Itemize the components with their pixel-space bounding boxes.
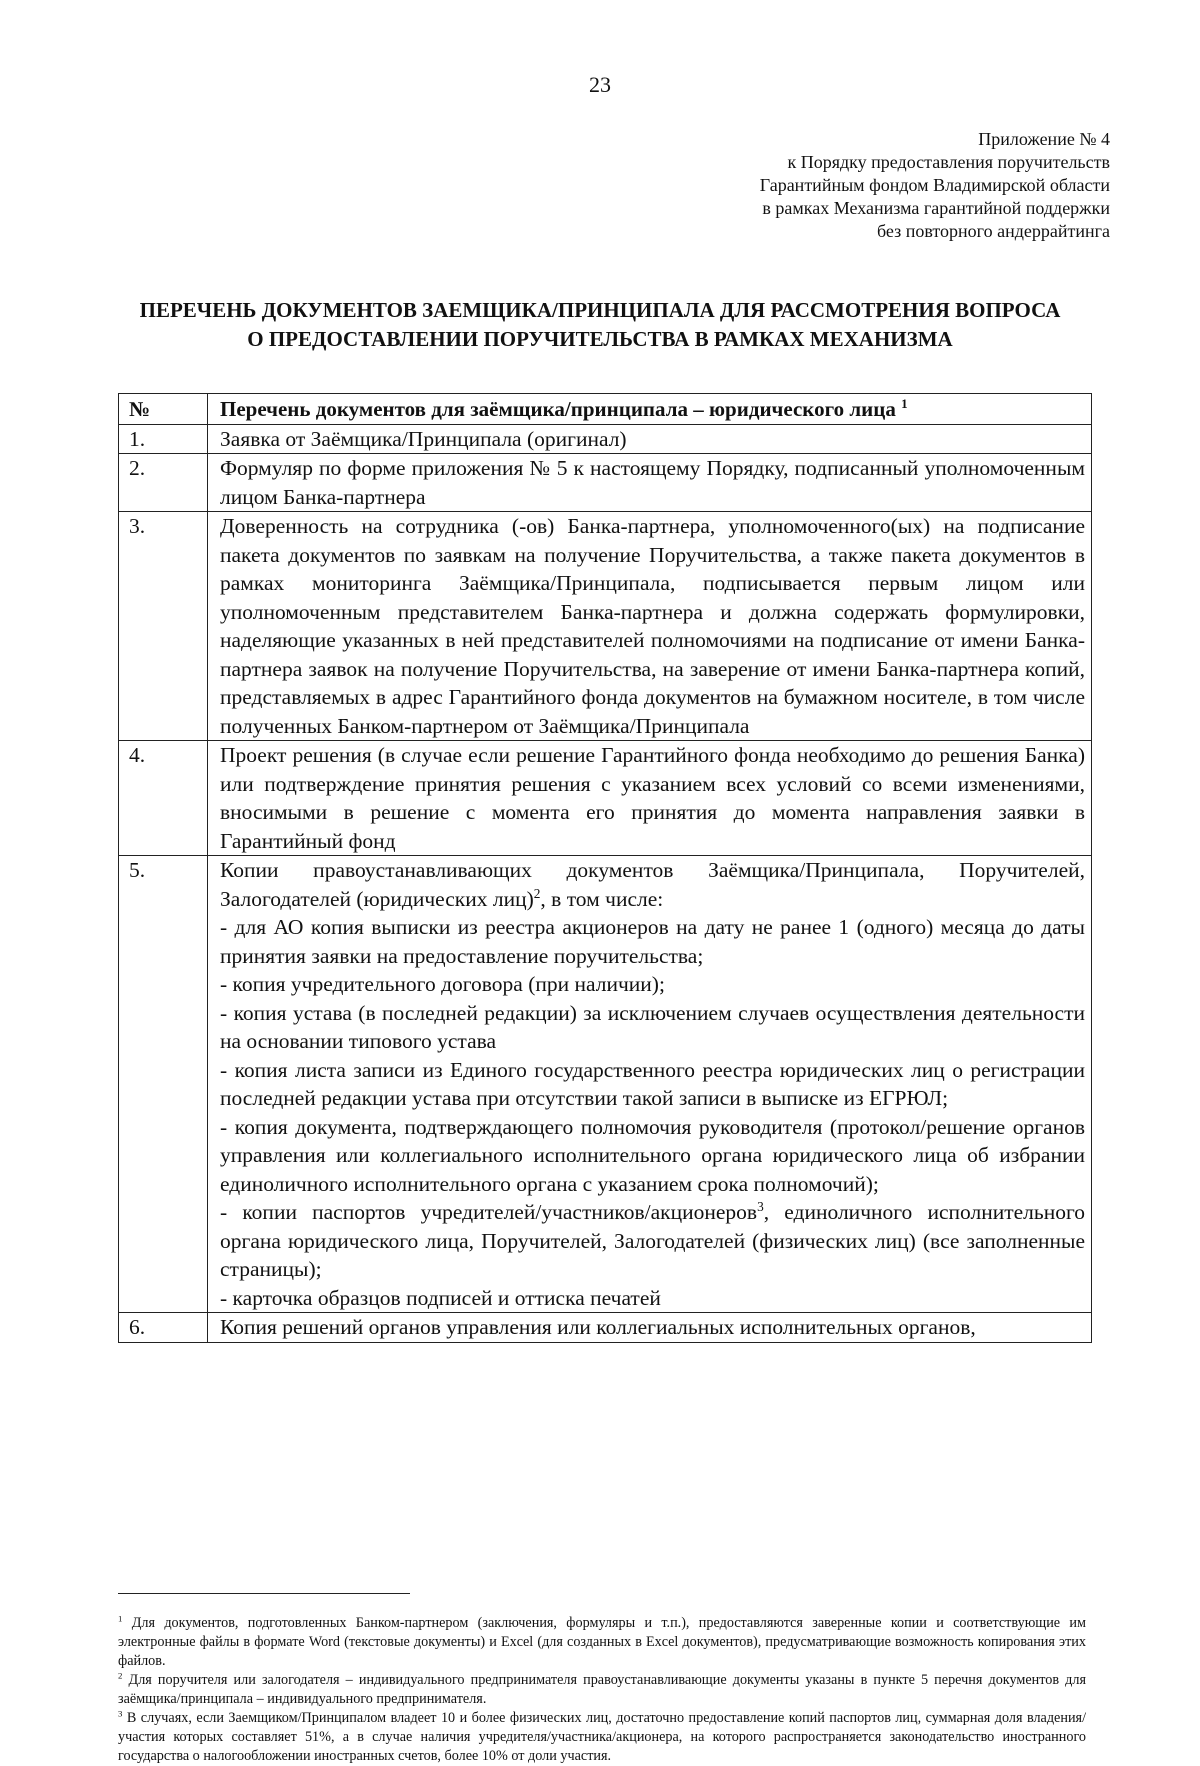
row-sub-item: - карточка образцов подписей и оттиска печатей	[220, 1285, 661, 1310]
appendix-line: Гарантийным фондом Владимирской области	[759, 175, 1110, 195]
table-row	[119, 741, 1092, 856]
footnote-ref: 1	[901, 396, 908, 411]
appendix-line: без повторного андеррайтинга	[876, 221, 1110, 241]
row-number: 6.	[119, 1313, 208, 1343]
footnote-separator	[118, 1593, 410, 1594]
appendix-heading	[410, 128, 1110, 243]
documents-table	[118, 393, 1092, 1343]
table-row	[119, 1313, 1092, 1343]
table-row	[119, 856, 1092, 1313]
footnote-ref: 3	[757, 1198, 764, 1214]
row-sub-item: - копия листа записи из Единого государственного реестра юридических лиц о регистрации последней редакции устава при отсутствии такой записи в выписке из ЕГРЮЛ;	[220, 1057, 1085, 1110]
row-number: 2.	[119, 454, 208, 512]
row-intro	[220, 856, 1085, 913]
row-description: Формуляр по форме приложения № 5 к настоящему Порядку, подписанный уполномоченным лицом Банка-партнера	[208, 454, 1092, 512]
row-description: Заявка от Заёмщика/Принципала (оригинал)	[208, 424, 1092, 454]
footnote-text: Для документов, подготовленных Банком-партнером (заключения, формуляры и т.п.), предоставляются заверенные копии и соответствующие им электронные файлы в формате Word (текстовые документы) и Excel (для созданных в Excel документов), предусматривающие возможность копирования этих файлов.	[118, 1615, 1087, 1669]
appendix-line: к Порядку предоставления поручительств	[787, 152, 1110, 172]
document-title-line: О ПРЕДОСТАВЛЕНИИ ПОРУЧИТЕЛЬСТВА В РАМКАХ МЕХАНИЗМА	[247, 327, 953, 351]
footnotes	[118, 1614, 1086, 1766]
header-description-text: Перечень документов для заёмщика/принципала – юридического лица	[220, 397, 896, 421]
passport-text: - копии паспортов учредителей/участников/акционеров	[220, 1200, 758, 1224]
footnote	[118, 1709, 1086, 1766]
row-sub-item: - копия устава (в последней редакции) за исключением случаев осуществления деятельности на основании типового устава	[220, 1000, 1085, 1053]
table-row	[119, 424, 1092, 454]
footnote-mark: 1	[118, 1613, 123, 1624]
row-sub-item: - копия документа, подтверждающего полномочия руководителя (протокол/решение органов управления или коллегиального исполнительного органа юридического лица об избрании единоличного исполнительного органа с указанием срока полномочий);	[220, 1114, 1085, 1196]
table-row	[119, 454, 1092, 512]
appendix-line: в рамках Механизма гарантийной поддержки	[762, 198, 1110, 218]
footnote-ref: 2	[533, 885, 541, 901]
row-sub-item: - копия учредительного договора (при наличии);	[220, 972, 665, 996]
document-title	[100, 296, 1100, 354]
footnote-text: В случаях, если Заемщиком/Принципалом владеет 10 и более физических лиц, достаточно предоставление копий паспортов лиц, суммарная доля владения/участия которых составляет 51%, а в случае наличия учредителя/участника/акционера, на которого распространяется законодательство иностранного государства о налогообложении иностранных счетов, более 10% от доли участия.	[118, 1710, 1087, 1764]
row-number: 1.	[119, 424, 208, 454]
row-number: 3.	[119, 512, 208, 741]
appendix-line: Приложение № 4	[978, 129, 1110, 149]
header-description	[208, 394, 1092, 425]
footnote-text: Для поручителя или залогодателя – индивидуального предпринимателя правоустанавливающие документы указаны в пункте 5 перечня документов для заёмщика/принципала – индивидуального предпринимателя.	[118, 1672, 1087, 1707]
row-intro-text: Копии правоустанавливающих документов Заёмщика/Принципала, Поручителей, Залогодателей (юридических лиц)	[220, 858, 1085, 911]
table-header-row	[119, 394, 1092, 425]
footnote	[118, 1614, 1086, 1671]
table-row	[119, 512, 1092, 741]
row-sub-item-passports	[220, 1198, 1085, 1284]
row-description	[208, 856, 1092, 1313]
row-description: Доверенность на сотрудника (-ов) Банка-партнера, уполномоченного(ых) на подписание пакета документов по заявкам на получение Поручительства, а также пакета документов в рамках мониторинга Заёмщика/Принципала, подписывается первым лицом или уполномоченным представителем Банка-партнера и должна содержать формулировки, наделяющие указанных в ней представителей полномочиями на подписание от имени Банка-партнера заявок на получение Поручительства, на заверение от имени Банка-партнера копий, представляемых в адрес Гарантийного фонда документов на бумажном носителе, в том числе полученных Банком-партнером от Заёмщика/Принципала	[208, 512, 1092, 741]
row-sub-item: - для АО копия выписки из реестра акционеров на дату не ранее 1 (одного) месяца до даты принятия заявки на предоставление поручительства;	[220, 915, 1085, 968]
row-number: 4.	[119, 741, 208, 856]
passport-text-tail: , единоличного исполнительного органа юридического лица, Поручителей, Залогодателей (физических лиц) (все заполненные страницы);	[220, 1200, 1085, 1281]
footnote-mark: 3	[118, 1708, 123, 1719]
footnote	[118, 1671, 1086, 1709]
row-description: Копия решений органов управления или коллегиальных исполнительных органов,	[208, 1313, 1092, 1343]
footnote-mark: 2	[118, 1670, 123, 1681]
row-intro-tail: , в том числе:	[540, 886, 664, 911]
row-description: Проект решения (в случае если решение Гарантийного фонда необходимо до решения Банка) или подтверждение принятия решения с указанием всех условий со всеми изменениями, вносимыми в решение с момента его принятия до момента направления заявки в Гарантийный фонд	[208, 741, 1092, 856]
header-number: №	[119, 394, 208, 425]
page-number: 23	[589, 72, 611, 97]
document-title-line: ПЕРЕЧЕНЬ ДОКУМЕНТОВ ЗАЕМЩИКА/ПРИНЦИПАЛА ДЛЯ РАССМОТРЕНИЯ ВОПРОСА	[139, 298, 1061, 322]
row-number: 5.	[119, 856, 208, 1313]
